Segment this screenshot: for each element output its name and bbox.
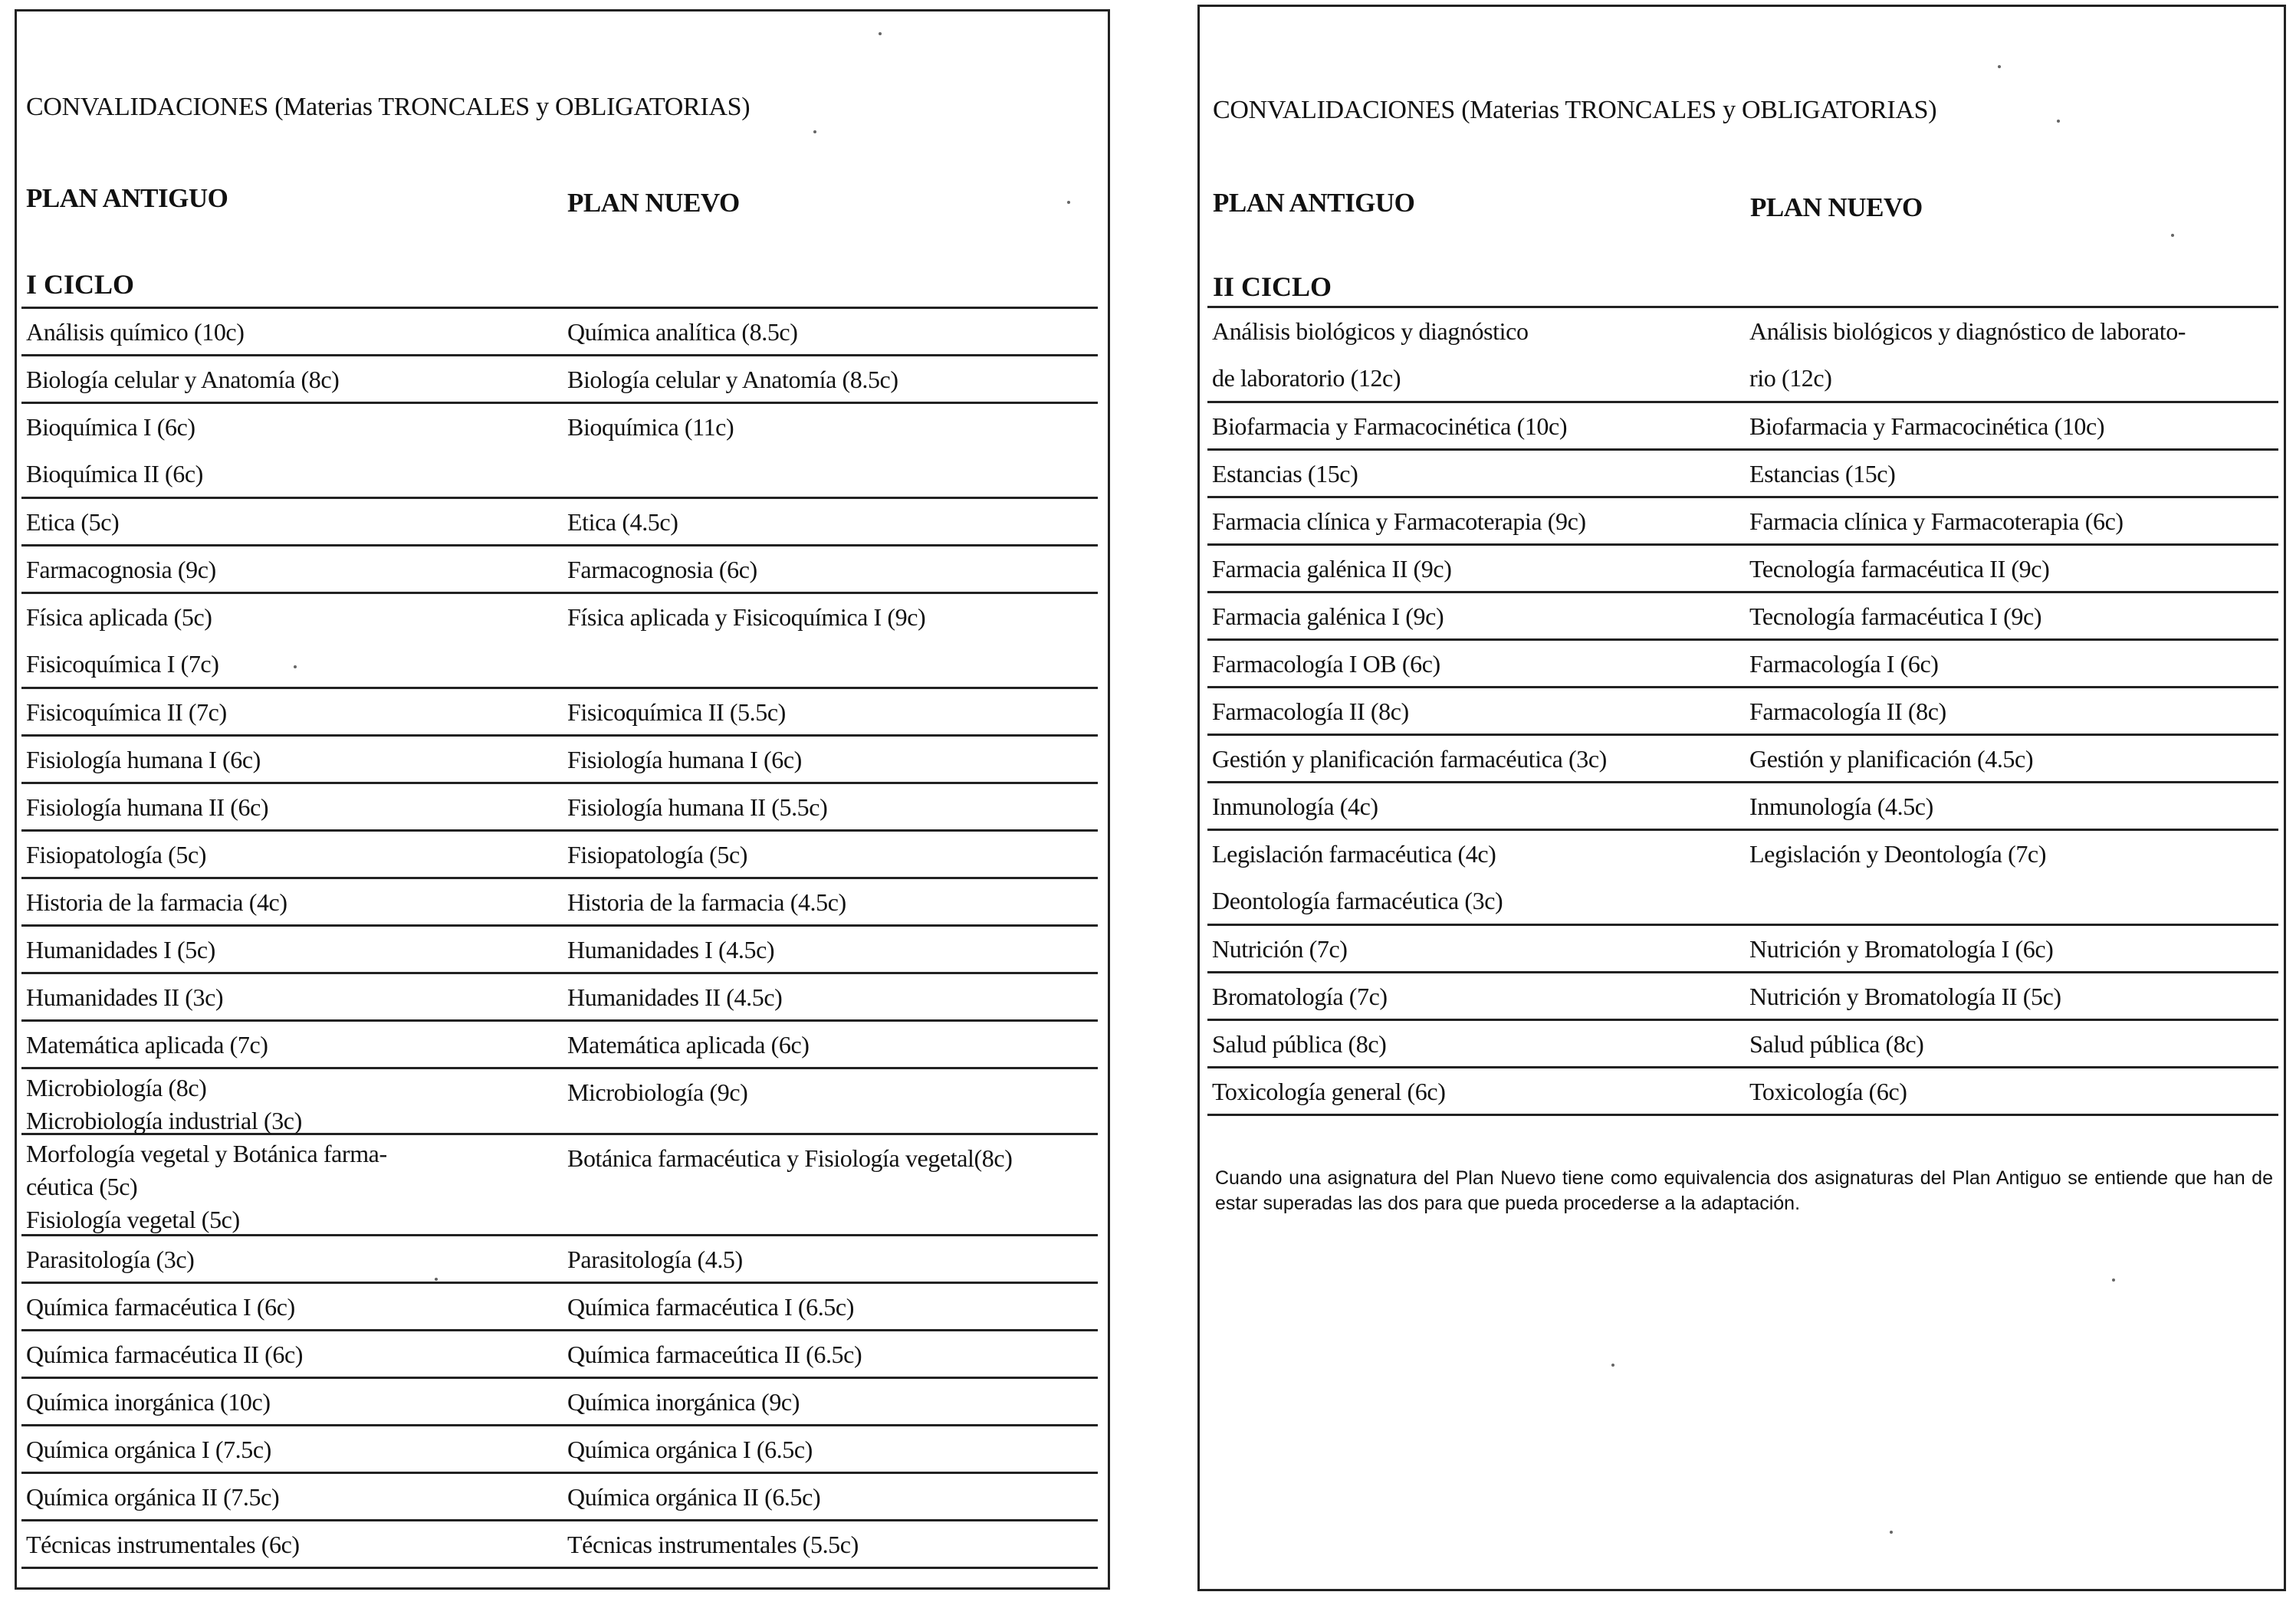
table-row [21, 1331, 1098, 1379]
table-row [21, 404, 1098, 499]
old-plan-subject: Farmacia galénica I (9c) [1212, 602, 1444, 630]
column-heading-new-plan: PLAN NUEVO [567, 188, 740, 218]
new-plan-subject: Etica (4.5c) [567, 508, 678, 536]
scan-speck [1998, 65, 2001, 68]
new-plan-cell [1749, 926, 2053, 973]
new-plan-subject: Química analítica (8.5c) [567, 318, 798, 346]
new-plan-subject: Humanidades II (4.5c) [567, 983, 783, 1011]
table-row [1207, 688, 2278, 736]
old-plan-subject: Inmunología (4c) [1212, 793, 1378, 820]
new-plan-cell [567, 1331, 862, 1378]
table-row [1207, 451, 2278, 498]
old-plan-subject: Fisiología humana II (6c) [26, 793, 269, 821]
old-plan-cell [26, 356, 339, 403]
old-plan-subject: Farmacología II (8c) [1212, 697, 1409, 725]
table-row [21, 784, 1098, 832]
table-row [21, 594, 1098, 689]
new-plan-cell [1749, 498, 2124, 545]
column-heading-old-plan: PLAN ANTIGUO [1213, 188, 1415, 218]
cycle-heading: II CICLO [1213, 271, 1332, 302]
old-plan-cell [1212, 546, 1451, 592]
scan-speck [2171, 234, 2174, 237]
old-plan-cell [26, 1137, 387, 1236]
new-plan-cell [567, 927, 774, 973]
table-row [1207, 973, 2278, 1021]
old-plan-cell [26, 974, 223, 1021]
new-plan-cell [1749, 831, 2046, 878]
old-plan-cell [1212, 593, 1444, 640]
cycle-heading: I CICLO [26, 269, 135, 300]
scan-speck [2112, 1278, 2115, 1282]
left-document-panel [15, 9, 1110, 1590]
old-plan-subject: Bioquímica I (6c) [26, 413, 195, 441]
new-plan-subject: Microbiología (9c) [567, 1078, 748, 1106]
new-plan-cell [567, 1521, 859, 1568]
old-plan-cell [1212, 451, 1358, 497]
old-plan-cell [1212, 1021, 1386, 1068]
old-plan-subject: Biofarmacia y Farmacocinética (10c) [1212, 412, 1568, 440]
old-plan-subject: Química farmacéutica I (6c) [26, 1293, 295, 1321]
table-row [21, 832, 1098, 879]
old-plan-cell [26, 546, 216, 593]
old-plan-subject: Bioquímica II (6c) [26, 460, 203, 487]
old-plan-subject: Salud pública (8c) [1212, 1030, 1387, 1058]
new-plan-cell [567, 546, 757, 593]
old-plan-subject: Farmacia galénica II (9c) [1212, 555, 1452, 583]
table-row [1207, 1021, 2278, 1068]
new-plan-subject: Biología celular y Anatomía (8.5c) [567, 366, 898, 393]
new-plan-cell [567, 1379, 800, 1426]
old-plan-subject: Farmacia clínica y Farmacoterapia (9c) [1212, 507, 1586, 535]
new-plan-cell [1749, 783, 1933, 830]
new-plan-cell [567, 356, 898, 403]
new-plan-subject: Nutrición y Bromatología I (6c) [1749, 935, 2054, 963]
old-plan-subject: Fisicoquímica I (7c) [26, 650, 219, 678]
old-plan-cell [1212, 926, 1348, 973]
new-plan-subject: Historia de la farmacia (4.5c) [567, 888, 846, 916]
new-plan-subject: Toxicología (6c) [1749, 1078, 1907, 1105]
table-row [1207, 546, 2278, 593]
table-row [21, 737, 1098, 784]
old-plan-cell [1212, 831, 1503, 924]
new-plan-subject: Biofarmacia y Farmacocinética (10c) [1749, 412, 2105, 440]
old-plan-subject: Parasitología (3c) [26, 1246, 195, 1273]
new-plan-cell [567, 309, 797, 356]
new-plan-cell [1749, 308, 2186, 402]
new-plan-cell [1749, 688, 1946, 735]
new-plan-subject: Física aplicada y Fisicoquímica I (9c) [567, 603, 926, 631]
old-plan-subject: Humanidades I (5c) [26, 936, 215, 963]
table-row [21, 499, 1098, 546]
new-plan-subject: Parasitología (4.5) [567, 1246, 743, 1273]
new-plan-cell [567, 879, 846, 926]
new-plan-cell [567, 1284, 854, 1331]
old-plan-cell [26, 1236, 194, 1283]
new-plan-subject: Farmacología I (6c) [1749, 650, 1939, 678]
new-plan-subject: Química inorgánica (9c) [567, 1388, 800, 1416]
table-row [21, 1521, 1098, 1569]
old-plan-cell [26, 1379, 271, 1426]
scan-speck [294, 665, 297, 668]
old-plan-cell [26, 1284, 295, 1331]
new-plan-cell [567, 689, 786, 736]
new-plan-cell [567, 1426, 813, 1473]
table-row [1207, 593, 2278, 641]
new-plan-cell [1749, 451, 1895, 497]
new-plan-subject: Matemática aplicada (6c) [567, 1031, 810, 1059]
document-title: CONVALIDACIONES (Materias TRONCALES y OBLIGATORIAS) [1213, 96, 1937, 124]
new-plan-subject: Fisiología humana I (6c) [567, 746, 802, 773]
old-plan-subject: Estancias (15c) [1212, 460, 1358, 487]
old-plan-subject: Deontología farmacéutica (3c) [1212, 887, 1503, 914]
table-row [21, 309, 1098, 356]
old-plan-subject: Fisiología vegetal (5c) [26, 1206, 240, 1233]
new-plan-cell [1749, 736, 2033, 783]
old-plan-subject: céutica (5c) [26, 1173, 138, 1200]
table-row [1207, 736, 2278, 783]
old-plan-subject: Física aplicada (5c) [26, 603, 212, 631]
new-plan-cell [567, 594, 925, 641]
old-plan-subject: Microbiología (8c) [26, 1074, 207, 1101]
old-plan-subject: Biología celular y Anatomía (8c) [26, 366, 340, 393]
new-plan-subject: Química farmacéutica I (6.5c) [567, 1293, 854, 1321]
new-plan-cell [1749, 1068, 1907, 1115]
new-plan-cell [1749, 546, 2049, 592]
old-plan-subject: Análisis biológicos y diagnóstico [1212, 317, 1529, 345]
scan-speck [2057, 120, 2060, 123]
scan-speck [813, 130, 816, 133]
new-plan-subject: Estancias (15c) [1749, 460, 1896, 487]
right-document-panel [1197, 5, 2286, 1591]
old-plan-cell [1212, 736, 1607, 783]
old-plan-subject: Fisiología humana I (6c) [26, 746, 261, 773]
new-plan-cell [567, 499, 678, 546]
table-row [21, 974, 1098, 1022]
old-plan-cell [1212, 688, 1409, 735]
old-plan-subject: Microbiología industrial (3c) [26, 1107, 302, 1134]
new-plan-cell [567, 737, 802, 783]
new-plan-cell [567, 832, 747, 878]
table-row [1207, 641, 2278, 688]
old-plan-cell [26, 832, 206, 878]
new-plan-cell [1749, 593, 2041, 640]
table-row [21, 546, 1098, 594]
old-plan-cell [26, 689, 227, 736]
old-plan-subject: Fisicoquímica II (7c) [26, 698, 227, 726]
table-row [21, 1135, 1098, 1236]
table-row [21, 1426, 1098, 1474]
old-plan-subject: Toxicología general (6c) [1212, 1078, 1446, 1105]
old-plan-cell [26, 404, 203, 497]
old-plan-subject: Morfología vegetal y Botánica farma- [26, 1140, 387, 1167]
old-plan-cell [1212, 403, 1567, 450]
old-plan-subject: Nutrición (7c) [1212, 935, 1348, 963]
new-plan-subject: Química orgánica I (6.5c) [567, 1436, 813, 1463]
old-plan-subject: Gestión y planificación farmacéutica (3c) [1212, 745, 1607, 773]
old-plan-subject: Farmacología I OB (6c) [1212, 650, 1440, 678]
new-plan-subject: Inmunología (4.5c) [1749, 793, 1933, 820]
old-plan-cell [26, 1426, 271, 1473]
table-row [1207, 926, 2278, 973]
new-plan-subject: Humanidades I (4.5c) [567, 936, 775, 963]
old-plan-subject: Química orgánica I (7.5c) [26, 1436, 271, 1463]
new-plan-cell [567, 1022, 810, 1068]
new-plan-cell [567, 784, 827, 831]
old-plan-subject: Etica (5c) [26, 508, 120, 536]
table-row [21, 1236, 1098, 1284]
old-plan-cell [1212, 1068, 1445, 1115]
old-plan-subject: Química inorgánica (10c) [26, 1388, 271, 1416]
new-plan-cell [1749, 973, 2061, 1020]
table-row [21, 879, 1098, 927]
table-row [21, 927, 1098, 974]
table-row [21, 1379, 1098, 1426]
column-heading-old-plan: PLAN ANTIGUO [26, 183, 228, 213]
new-plan-subject: Nutrición y Bromatología II (5c) [1749, 983, 2061, 1010]
old-plan-subject: Bromatología (7c) [1212, 983, 1388, 1010]
scan-speck [1067, 201, 1070, 204]
new-plan-subject: Gestión y planificación (4.5c) [1749, 745, 2034, 773]
new-plan-subject: Salud pública (8c) [1749, 1030, 1924, 1058]
table-row [21, 1474, 1098, 1521]
new-plan-subject: Farmacia clínica y Farmacoterapia (6c) [1749, 507, 2124, 535]
old-plan-cell [1212, 498, 1586, 545]
equivalence-table [1207, 306, 2278, 1116]
new-plan-cell [567, 1069, 747, 1116]
table-row [21, 689, 1098, 737]
old-plan-cell [1212, 308, 1529, 402]
old-plan-cell [26, 1022, 268, 1068]
new-plan-subject: Farmacología II (8c) [1749, 697, 1946, 725]
old-plan-cell [26, 499, 119, 546]
new-plan-subject: Análisis biológicos y diagnóstico de laborato- [1749, 317, 2186, 345]
old-plan-subject: Fisiopatología (5c) [26, 841, 207, 868]
new-plan-subject: Química orgánica II (6.5c) [567, 1483, 821, 1511]
new-plan-cell [1749, 1021, 1923, 1068]
old-plan-cell [26, 594, 219, 688]
new-plan-cell [567, 974, 782, 1021]
table-row [1207, 498, 2278, 546]
new-plan-cell [1749, 641, 1939, 688]
old-plan-cell [26, 309, 244, 356]
old-plan-cell [26, 1331, 303, 1378]
equivalence-table [21, 307, 1098, 1569]
old-plan-cell [26, 927, 215, 973]
old-plan-subject: Técnicas instrumentales (6c) [26, 1531, 300, 1558]
old-plan-cell [26, 1474, 279, 1521]
old-plan-subject: Legislación farmacéutica (4c) [1212, 840, 1496, 868]
old-plan-subject: Matemática aplicada (7c) [26, 1031, 268, 1059]
new-plan-subject: Botánica farmacéutica y Fisiología vegetal(8c) [567, 1144, 1013, 1172]
old-plan-cell [26, 784, 268, 831]
new-plan-subject: Química farmaceútica II (6.5c) [567, 1341, 862, 1368]
document-title: CONVALIDACIONES (Materias TRONCALES y OBLIGATORIAS) [26, 93, 751, 121]
table-row [21, 1284, 1098, 1331]
new-plan-subject: rio (12c) [1749, 364, 1832, 392]
old-plan-cell [26, 737, 261, 783]
old-plan-cell [1212, 973, 1388, 1020]
table-row [1207, 783, 2278, 831]
old-plan-cell [26, 1072, 302, 1137]
new-plan-cell [567, 1135, 1012, 1182]
new-plan-cell [567, 1236, 743, 1283]
old-plan-cell [26, 879, 287, 926]
old-plan-subject: Farmacognosia (9c) [26, 556, 216, 583]
table-row [21, 1069, 1098, 1135]
scan-speck [435, 1278, 438, 1281]
old-plan-cell [1212, 783, 1378, 830]
column-heading-new-plan: PLAN NUEVO [1750, 192, 1923, 222]
old-plan-cell [1212, 641, 1440, 688]
new-plan-subject: Fisiología humana II (5.5c) [567, 793, 828, 821]
old-plan-subject: de laboratorio (12c) [1212, 364, 1401, 392]
scan-speck [1611, 1364, 1614, 1367]
old-plan-subject: Análisis químico (10c) [26, 318, 245, 346]
footnote: Cuando una asignatura del Plan Nuevo tiene como equivalencia dos asignaturas del Plan Antiguo se entiende que han de estar superadas las dos para que pueda procederse a la adaptación. [1215, 1167, 2273, 1214]
new-plan-subject: Técnicas instrumentales (5.5c) [567, 1531, 859, 1558]
new-plan-subject: Legislación y Deontología (7c) [1749, 840, 2046, 868]
new-plan-subject: Fisiopatología (5c) [567, 841, 748, 868]
new-plan-subject: Fisicoquímica II (5.5c) [567, 698, 786, 726]
old-plan-subject: Química orgánica II (7.5c) [26, 1483, 280, 1511]
old-plan-subject: Humanidades II (3c) [26, 983, 224, 1011]
old-plan-subject: Química farmacéutica II (6c) [26, 1341, 304, 1368]
old-plan-cell [26, 1521, 300, 1568]
table-row [21, 1022, 1098, 1069]
scan-speck [879, 32, 882, 35]
new-plan-subject: Bioquímica (11c) [567, 413, 734, 441]
table-row [1207, 403, 2278, 451]
new-plan-cell [567, 1474, 820, 1521]
new-plan-cell [1749, 403, 2104, 450]
table-row [1207, 831, 2278, 926]
old-plan-subject: Historia de la farmacia (4c) [26, 888, 287, 916]
table-row [21, 356, 1098, 404]
new-plan-subject: Farmacognosia (6c) [567, 556, 757, 583]
table-row [1207, 308, 2278, 403]
new-plan-subject: Tecnología farmacéutica II (9c) [1749, 555, 2050, 583]
new-plan-subject: Tecnología farmacéutica I (9c) [1749, 602, 2042, 630]
scan-speck [1890, 1531, 1893, 1534]
new-plan-cell [567, 404, 734, 451]
table-row [1207, 1068, 2278, 1116]
